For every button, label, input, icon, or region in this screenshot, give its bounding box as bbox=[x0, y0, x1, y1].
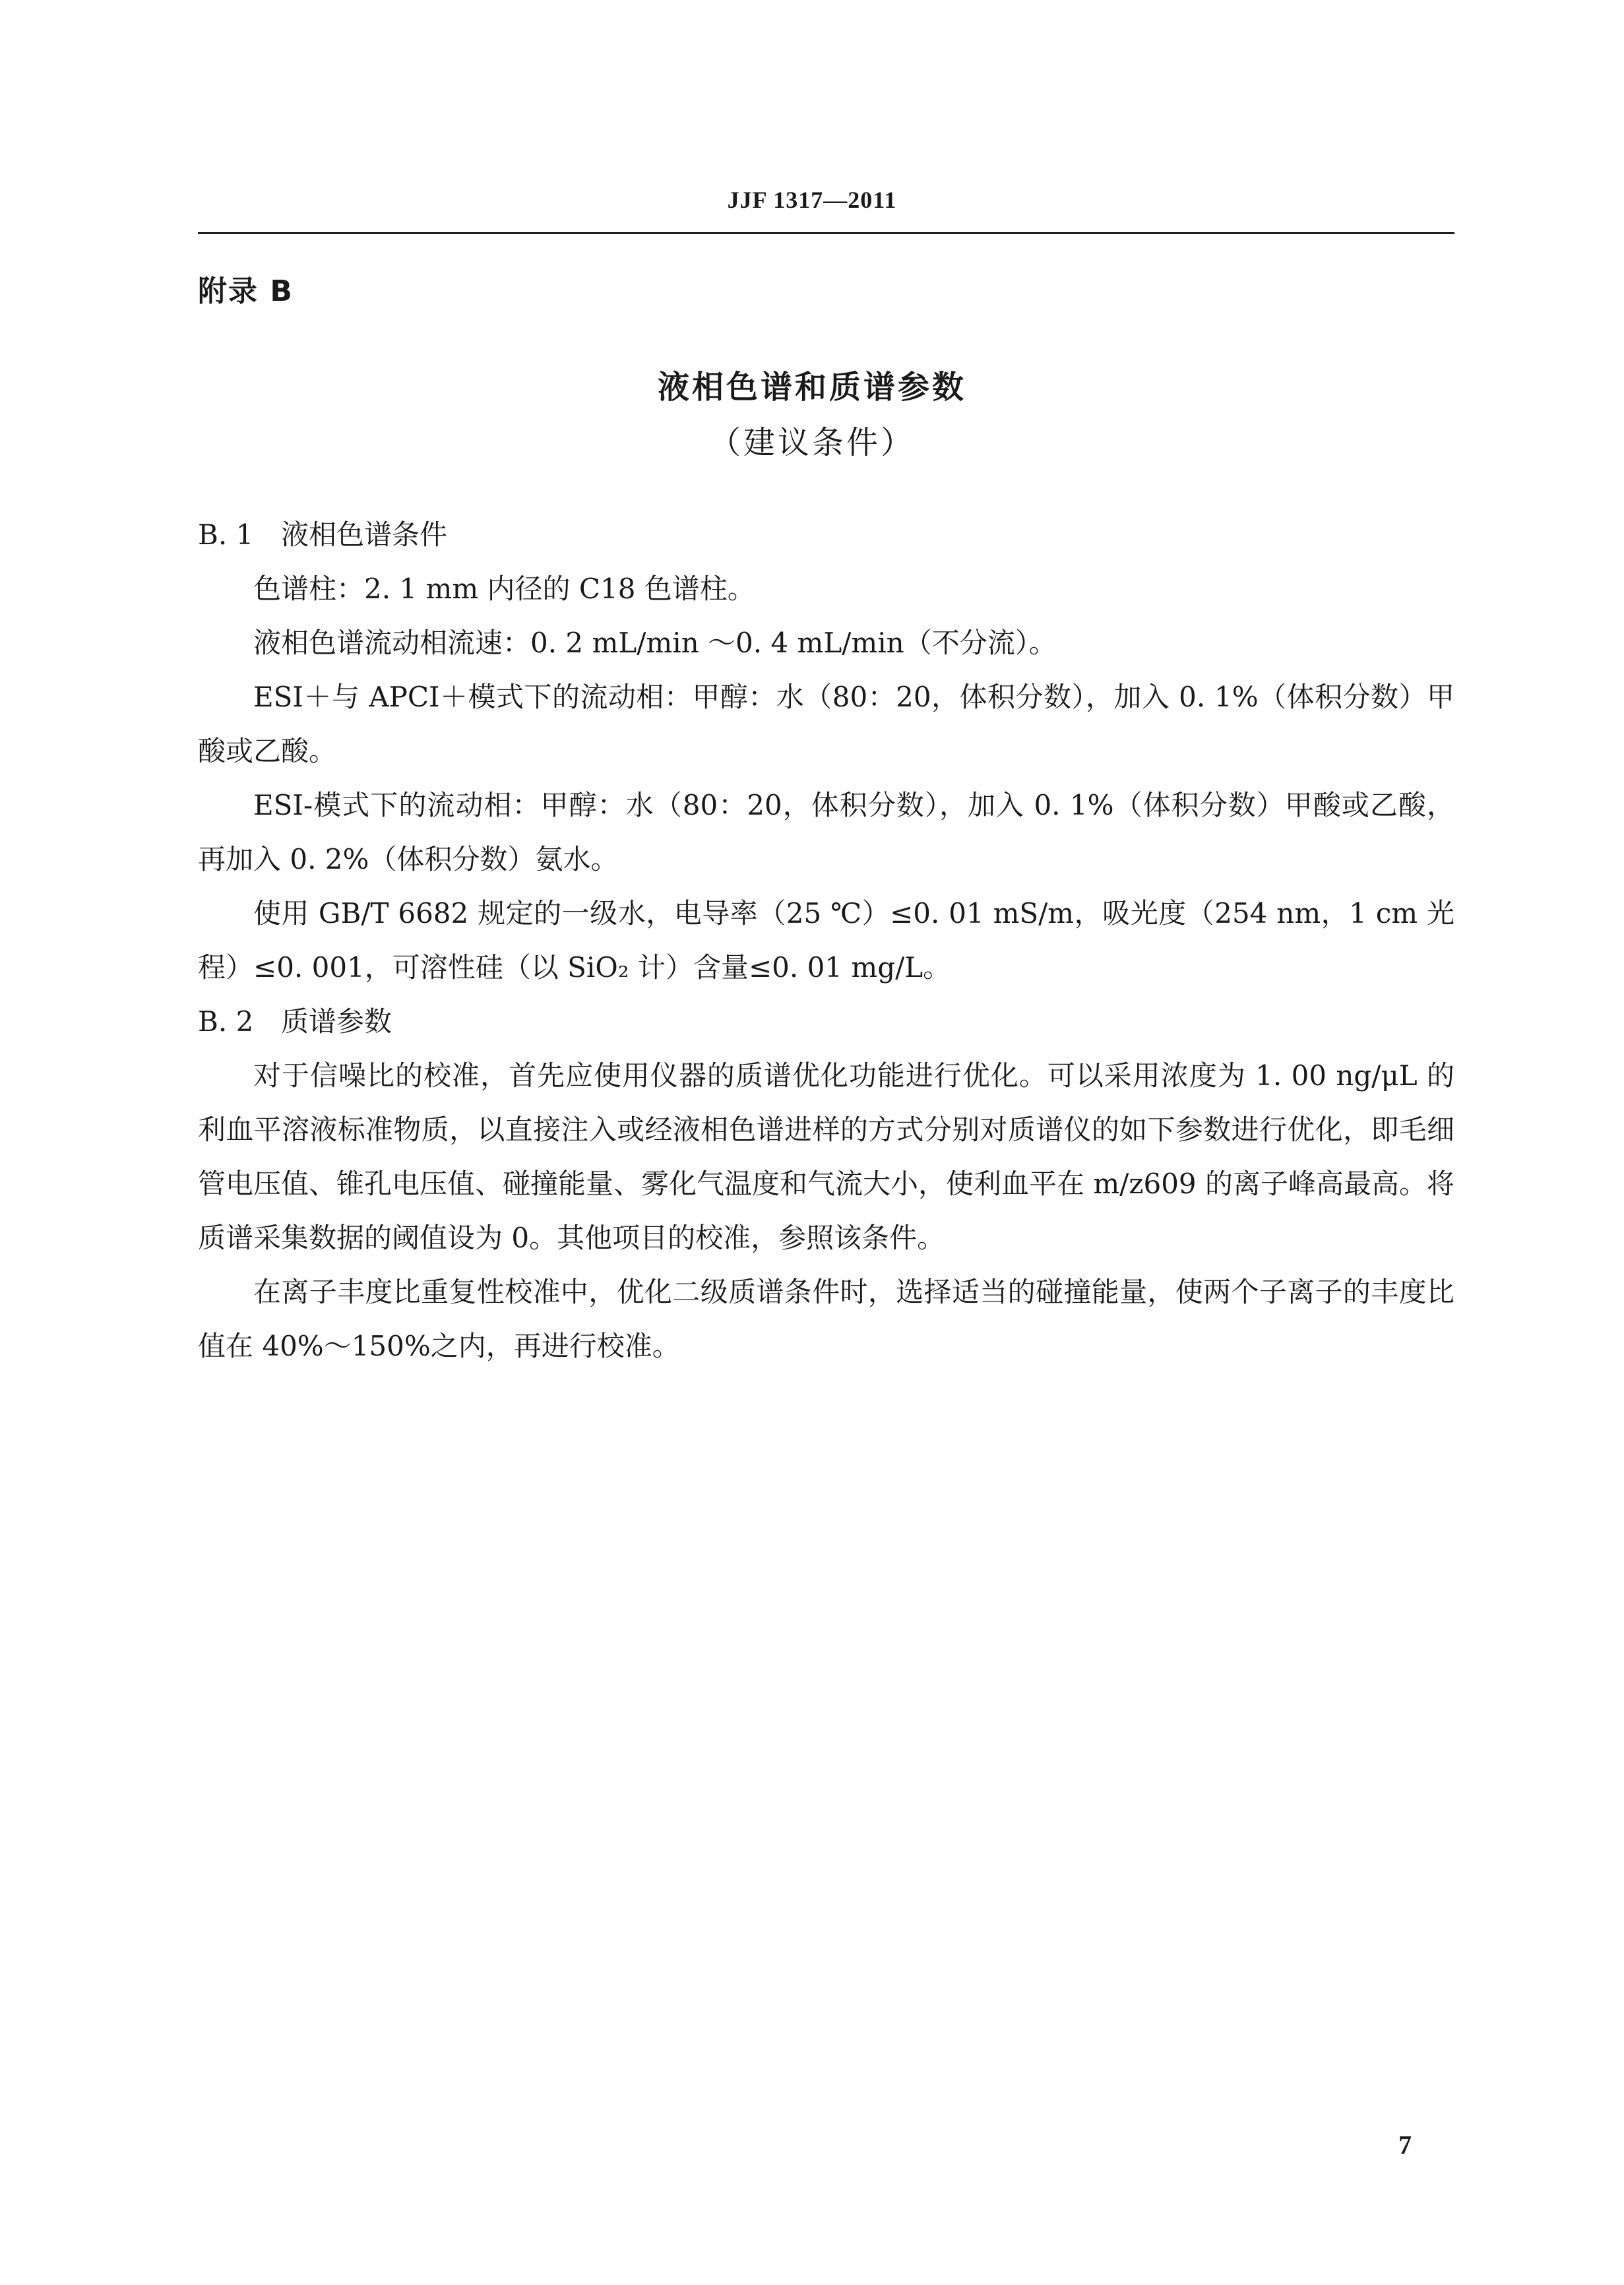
appendix-label: 附录 B bbox=[198, 274, 294, 308]
paragraph: ESI-模式下的流动相：甲醇：水（80：20，体积分数），加入 0. 1%（体积分数）甲酸或乙酸，再加入 0. 2%（体积分数）氨水。 bbox=[198, 789, 1454, 875]
paragraph: 对于信噪比的校准，首先应使用仪器的质谱优化功能进行优化。可以采用浓度为 1. 00 ng/μL 的利血平溶液标准物质，以直接注入或经液相色谱进样的方式分别对质谱仪的如下参数进行优化，即毛细管电压值、锥孔电压值、碰撞能量、雾化气温度和气流大小，使利血平在 m/z609 的离子峰高最高。将质谱采集数据的阈值设为 0。其他项目的校准，参照该条件。 bbox=[198, 1059, 1454, 1254]
paragraph: ESI＋与 APCI＋模式下的流动相：甲醇：水（80：20，体积分数），加入 0. 1%（体积分数）甲酸或乙酸。 bbox=[198, 681, 1454, 767]
section-number: B. 1 bbox=[198, 518, 254, 551]
page-subtitle: （建议条件） bbox=[708, 424, 915, 461]
document-code-header: JJF 1317—2011 bbox=[727, 187, 897, 213]
document-body bbox=[198, 508, 1454, 1373]
paragraph: 色谱柱：2. 1 mm 内径的 C18 色谱柱。 bbox=[253, 573, 755, 605]
page-number: 7 bbox=[1398, 2130, 1412, 2160]
page-title: 液相色谱和质谱参数 bbox=[657, 369, 966, 406]
section-heading-b1 bbox=[198, 508, 1454, 562]
section-heading-b2 bbox=[198, 995, 1454, 1049]
section-title: 质谱参数 bbox=[281, 1005, 392, 1038]
paragraph: 在离子丰度比重复性校准中，优化二级质谱条件时，选择适当的碰撞能量，使两个子离子的丰度比值在 40%～150%之内，再进行校准。 bbox=[198, 1276, 1454, 1362]
paragraph: 使用 GB/T 6682 规定的一级水，电导率（25 ℃）≤0. 01 mS/m，吸光度（254 nm，1 cm 光程）≤0. 001，可溶性硅（以 SiO₂ 计）含量≤0. 01 mg/L。 bbox=[198, 897, 1454, 984]
paragraph: 液相色谱流动相流速：0. 2 mL/min ～0. 4 mL/min（不分流）。 bbox=[253, 627, 1057, 659]
section-number: B. 2 bbox=[198, 1005, 254, 1038]
section-title: 液相色谱条件 bbox=[281, 518, 448, 551]
header-rule bbox=[198, 232, 1454, 234]
